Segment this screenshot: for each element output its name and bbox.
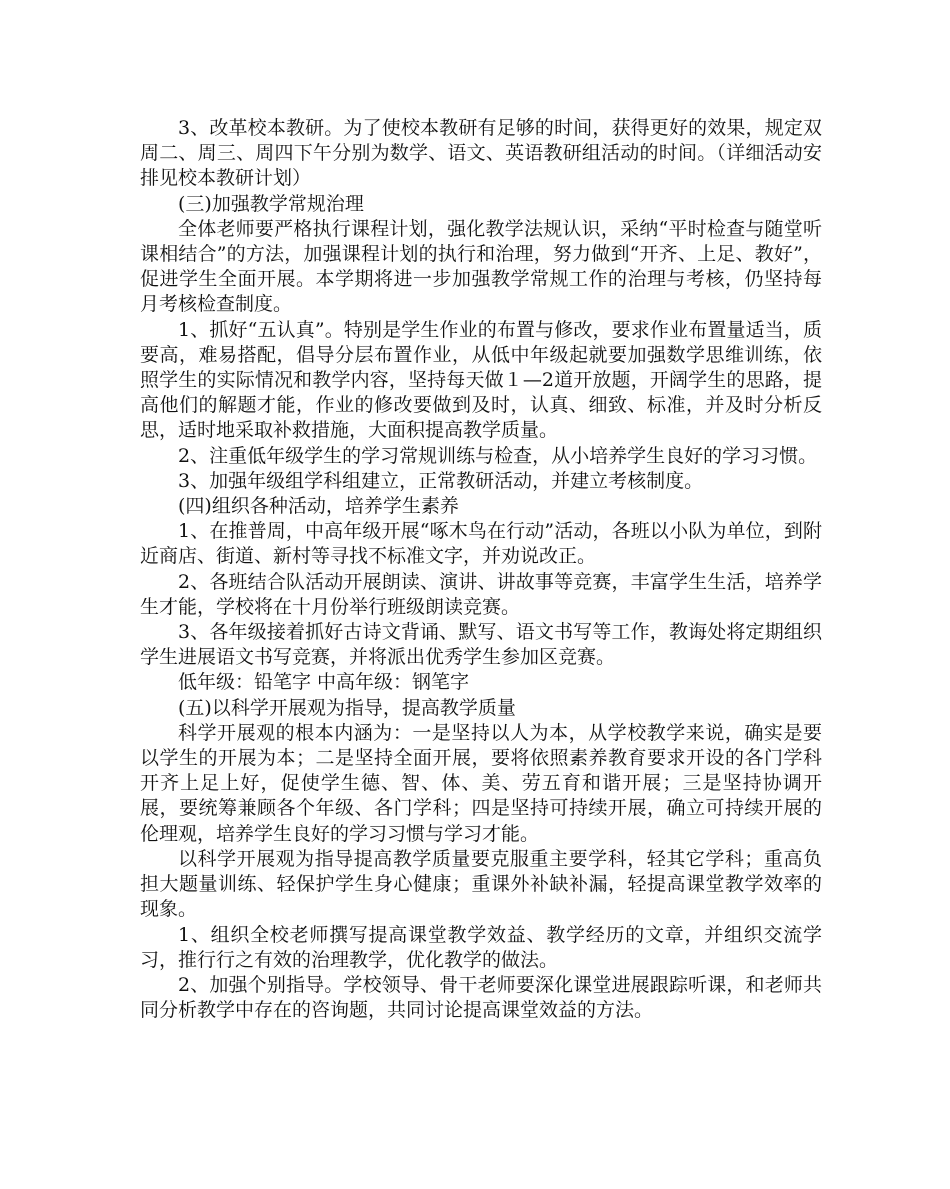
paragraph-reform-school-research: 3、改革校本教研。为了使校本教研有足够的时间，获得更好的效果，规定双周二、周三、周四下午分别为数学、语文、英语教研组活动的时间。（详细活动安排见校本教研计划） [140, 117, 822, 190]
paragraph-poetry-writing: 3、各年级接着抓好古诗文背诵、默写、语文书写等工作，教诲处将定期组织学生进展语文书写竞赛，并将派出优秀学生参加区竞赛。 [140, 621, 822, 669]
paragraph-pen-types: 低年级：铅笔字 中高年级：钢笔字 [178, 671, 470, 694]
paragraph-woodpecker-activity: 1、在推普周，中高年级开展“啄木鸟在行动”活动，各班以小队为单位，到附近商店、街道、新村等寻找不标准文字，并劝说改正。 [140, 520, 822, 568]
paragraph-teacher-articles: 1、组织全校老师撰写提高课堂教学效益、教学经历的文章，并组织交流学习，推行行之有效的治理教学，优化教学的做法。 [140, 923, 822, 971]
paragraph-overcome-bias: 以科学开展观为指导提高教学质量要克服重主要学科，轻其它学科；重高负担大题量训练、轻保护学生身心健康；重课外补缺补漏，轻提高课堂教学效率的现象。 [140, 847, 822, 921]
section-heading-5: (五)以科学开展观为指导，提高教学质量 [178, 696, 516, 719]
paragraph-lower-grade-habits: 2、注重低年级学生的学习常规训练与检查，从小培养学生良好的学习习惯。 [178, 444, 818, 467]
paragraph-individual-guidance: 2、加强个别指导。学校领导、骨干老师要深化课堂进展跟踪听课，和老师共同分析教学中存在的咨询题，共同讨论提高课堂效益的方法。 [140, 973, 822, 1022]
paragraph-reading-contest: 2、各班结合队活动开展朗读、演讲、讲故事等竞赛，丰富学生生活，培养学生才能，学校将在十月份举行班级朗读竞赛。 [140, 570, 822, 618]
section-heading-4: (四)组织各种活动，培养学生素养 [178, 495, 459, 518]
document-page [140, 116, 822, 1023]
paragraph-grade-groups: 3、加强年级组学科组建立，正常教研活动，并建立考核制度。 [178, 469, 704, 492]
paragraph-teaching-routine: 全体老师要严格执行课程计划，强化教学法规认识，采纳“平时检查与随堂听课相结合”的方法，加强课程计划的执行和治理，努力做到“开齐、上足、教好”，促进学生全面开展。本学期将进一步加强教学常规工作的治理与考核，仍坚持每月考核检查制度。 [140, 217, 822, 316]
paragraph-five-earnest: 1、抓好“五认真”。特别是学生作业的布置与修改，要求作业布置量适当，质要高，难易搭配，倡导分层布置作业，从低中年级起就要加强数学思维训练，依照学生的实际情况和教学内容，坚持每天做１—2道开放题，开阔学生的思路，提高他们的解题才能，作业的修改要做到及时，认真、细致、标准，并及时分析反思，适时地采取补救措施，大面积提高教学质量。 [140, 318, 822, 442]
section-heading-3: (三)加强教学常规治理 [178, 192, 364, 215]
paragraph-scientific-development: 科学开展观的根本内涵为：一是坚持以人为本，从学校教学来说，确实是要以学生的开展为本；二是坚持全面开展，要将依照素养教育要求开设的各门学科开齐上足上好，促使学生德、智、体、美、劳五育和谐开展；三是坚持协调开展，要统筹兼顾各个年级、各门学科；四是坚持可持续开展，确立可持续开展的伦理观，培养学生良好的学习习惯与学习才能。 [140, 721, 822, 845]
